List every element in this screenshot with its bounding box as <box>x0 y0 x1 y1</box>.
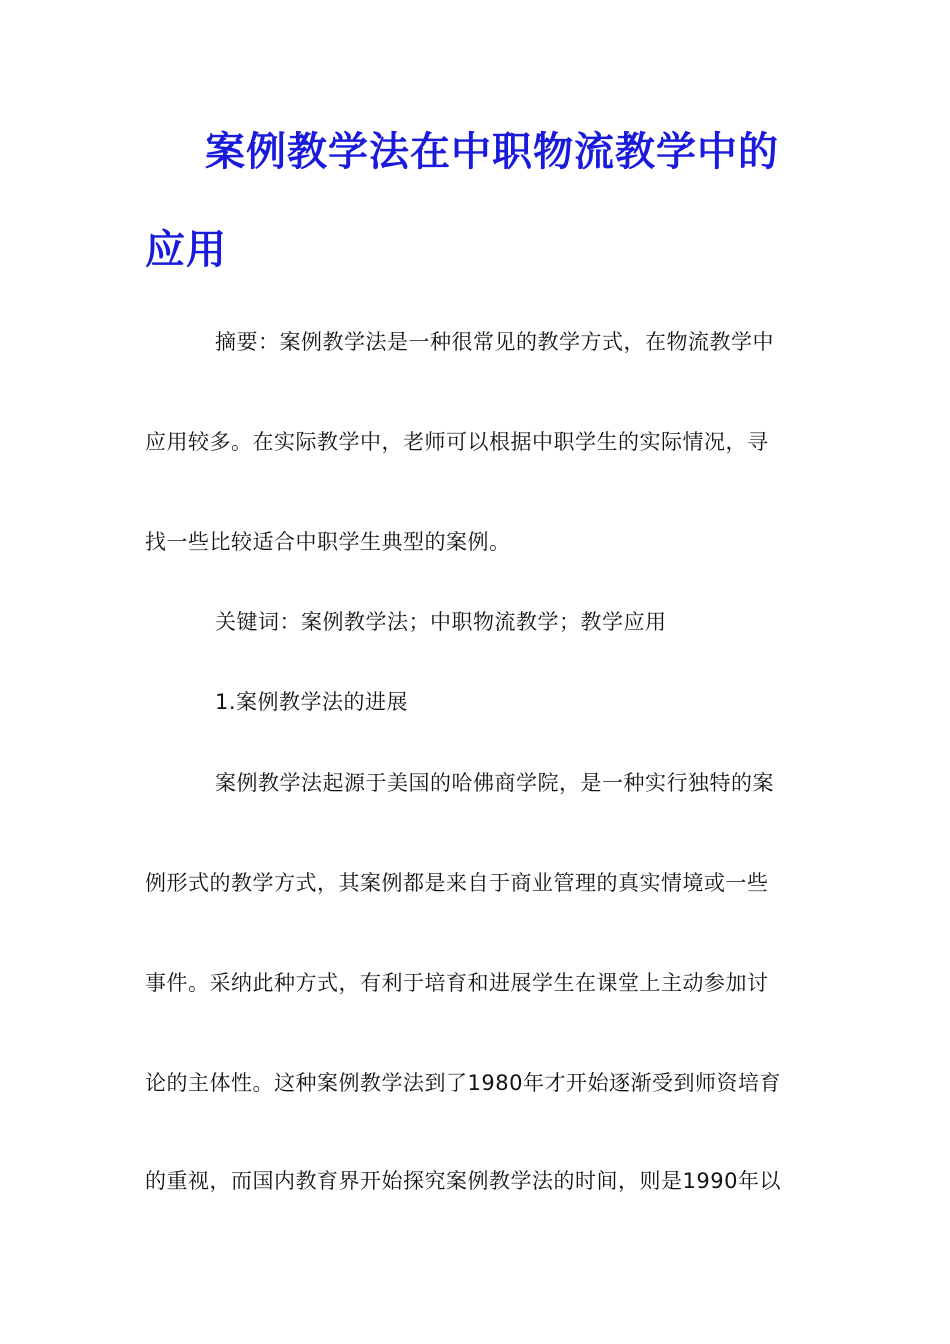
abstract-line-2: 应用较多。在实际教学中，老师可以根据中职学生的实际情况，寻 <box>145 430 769 454</box>
body-line-5: 的重视，而国内教育界开始探究案例教学法的时间，则是1990年以 <box>145 1169 781 1193</box>
document-title-line-1: 案例教学法在中职物流教学中的 <box>205 129 779 175</box>
body-line-2: 例形式的教学方式，其案例都是来自于商业管理的真实情境或一些 <box>145 871 769 895</box>
document-title-line-2: 应用 <box>145 227 227 273</box>
abstract-line-1: 摘要：案例教学法是一种很常见的教学方式，在物流教学中 <box>215 330 774 354</box>
body-line-1: 案例教学法起源于美国的哈佛商学院，是一种实行独特的案 <box>215 771 774 795</box>
body-line-3: 事件。采纳此种方式，有利于培育和进展学生在课堂上主动参加讨 <box>145 971 769 995</box>
body-line-4: 论的主体性。这种案例教学法到了1980年才开始逐渐受到师资培育 <box>145 1071 781 1095</box>
keywords-line: 关键词：案例教学法；中职物流教学；教学应用 <box>215 610 667 634</box>
section-heading: 1.案例教学法的进展 <box>215 690 409 714</box>
abstract-line-3: 找一些比较适合中职学生典型的案例。 <box>145 530 511 554</box>
